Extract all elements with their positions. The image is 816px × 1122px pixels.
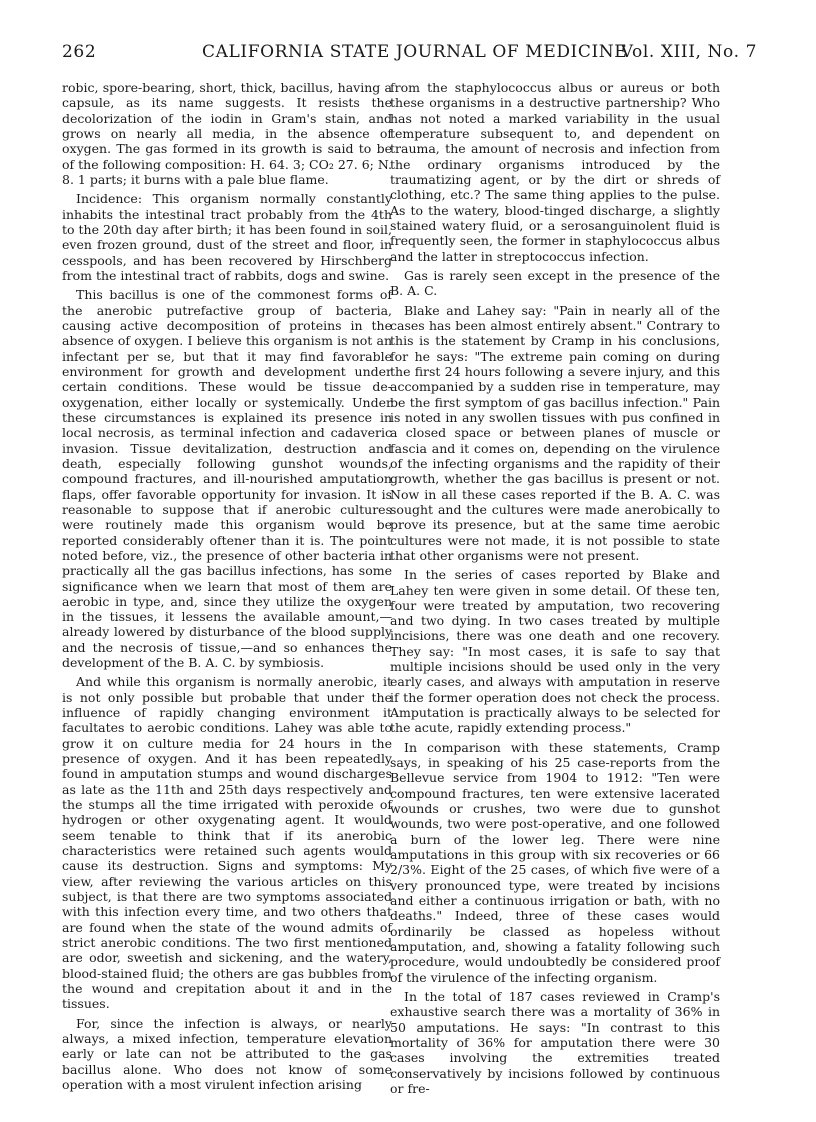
paragraph: from the staphylococcus albus or aureus or both these organisms in a destructive partnership? Who has not noted a marked variability in the usual temperature subsequent to, and dependent on trauma, the amount of necrosis and infection from the ordinary organisms introduced by the traumatizing agent, or by the dirt or shreds of clothing, etc.? The same thing applies to the pulse. As to the watery, blood-tinged discharge, a slightly stained watery fluid, or a serosanguinolent fluid is frequently seen, the former in staphylococcus albus and the latter in streptococcus infection.: [390, 80, 720, 264]
paragraph: Incidence: This organism normally constantly inhabits the intestinal tract probably from the 4th to the 20th day after birth; it has been found in soil, even frozen ground, dust of the street and floor, in cesspools, and has been recovered by Hirschberg from the intestinal tract of rabbits, dogs and swine.: [62, 191, 392, 283]
paragraph: In the total of 187 cases reviewed in Cramp's exhaustive search there was a mortality of 36% in 50 amputations. He says: "In contrast to this mortality of 36% for amputation there were 30 cases involving the extremities treated conservatively by incisions followed by continuous or fre-: [390, 989, 720, 1096]
paragraph: Gas is rarely seen except in the presence of the B. A. C.: [390, 267, 720, 299]
journal-title: CALIFORNIA STATE JOURNAL OF MEDICINE: [202, 42, 628, 62]
paragraph: robic, spore-bearing, short, thick, bacillus, having a capsule, as its name suggests. It resists the decolorization of the iodin in Gram's stain, and grows on nearly all media, in the absence of oxygen. The gas formed in its growth is said to be of the following composition: H. 64. 3; CO₂ 27. 6; N. 8. 1 parts; it burns with a pale blue flame.: [62, 80, 392, 187]
running-header: [62, 42, 757, 72]
right-column: [390, 80, 720, 1100]
left-column: [62, 80, 392, 1096]
paragraph: In the series of cases reported by Blake and Lahey ten were given in some detail. Of these ten, four were treated by amputation, two recovering and two dying. In two cases treated by multiple incisions, there was one death and one recovery. They say: "In most cases, it is safe to say that multiple incisions should be used only in the very early cases, and always with amputation in reserve if the former operation does not check the process. Amputation is practically always to be selected for the acute, rapidly extending process.": [390, 567, 720, 736]
paragraph: Blake and Lahey say: "Pain in nearly all of the cases has been almost entirely absent." Contrary to this is the statement by Cramp in his conclusions, for he says: "The extreme pain coming on during the first 24 hours following a severe injury, and this accompanied by a sudden rise in temperature, may be the first symptom of gas bacillus infection." Pain is noted in any swollen tissues with pus confined in a closed space or between planes of muscle or fascia and it comes on, depending on the virulence of the infecting organisms and the rapidity of their growth, whether the gas bacillus is present or not. Now in all these cases reported if the B. A. C. was sought and the cultures were made anerobically to prove its presence, but at the same time aerobic cultures were not made, it is not possible to state that other organisms were not present.: [390, 302, 720, 563]
paragraph: This bacillus is one of the commonest forms of the anerobic putrefactive group of bacteria, causing active decomposition of proteins in the absence of oxygen. I believe this organism is not an infectant per se, but that it may find favorable environment for growth and development under certain conditions. These would be tissue de-oxygenation, either locally or systemically. Under these circumstances is explained its presence in local necrosis, as terminal infection and cadaveric invasion. Tissue devitalization, destruction and death, especially following gunshot wounds, compound fractures, and ill-nourished amputation flaps, offer favorable opportunity for invasion. It is reasonable to suppose that if anerobic cultures were routinely made this organism would be reported considerably oftener than it is. The point noted before, viz., the presence of other bacteria in practically all the gas bacillus infections, has some significance when we learn that most of them are aerobic in type, and, since they utilize the oxygen in the tissues, it lessens the available amount,—already lowered by disturbance of the blood supply and the necrosis of tissue,—and so enhances the development of the B. A. C. by symbiosis.: [62, 287, 392, 671]
paragraph: And while this organism is normally anerobic, it is not only possible but probable that under the influence of rapidly changing environment it facultates to aerobic conditions. Lahey was able to grow it on culture media for 24 hours in the presence of oxygen. And it has been repeatedly found in amputation stumps and wound discharges as late as the 11th and 25th days respectively and the stumps all the time irrigated with peroxide of hydrogen or other oxygenating agent. It would seem tenable to think that if its anerobic characteristics were retained such agents would cause its destruction. Signs and symptoms: My view, after reviewing the various articles on this subject, is that there are two symptoms associated with this infection every time, and two others that are found when the state of the wound admits of strict anerobic conditions. The two first mentioned are odor, sweetish and sickening, and the watery, blood-stained fluid; the others are gas bubbles from the wound and crepitation about it and in the tissues.: [62, 674, 392, 1012]
paragraph: In comparison with these statements, Cramp says, in speaking of his 25 case-reports from the Bellevue service from 1904 to 1912: "Ten were compound fractures, ten were extensive lacerated wounds or crushes, two were due to gunshot wounds, two were post-operative, and one followed a burn of the lower leg. There were nine amputations in this group with six recoveries or 66 2/3%. Eight of the 25 cases, of which five were of a very pronounced type, were treated by incisions and either a continuous irrigation or bath, with no deaths." Indeed, three of these cases would ordinarily be classed as hopeless without amputation, and, showing a fatality following such procedure, would undoubtedly be considered proof of the virulence of the infecting organism.: [390, 739, 720, 985]
page-number: 262: [62, 42, 97, 62]
paragraph: For, since the infection is always, or nearly always, a mixed infection, temperature elevation early or late can not be attributed to the gas bacillus alone. Who does not know of some operation with a most virulent infection arising: [62, 1015, 392, 1092]
volume-issue: Vol. XIII, No. 7: [620, 42, 757, 62]
